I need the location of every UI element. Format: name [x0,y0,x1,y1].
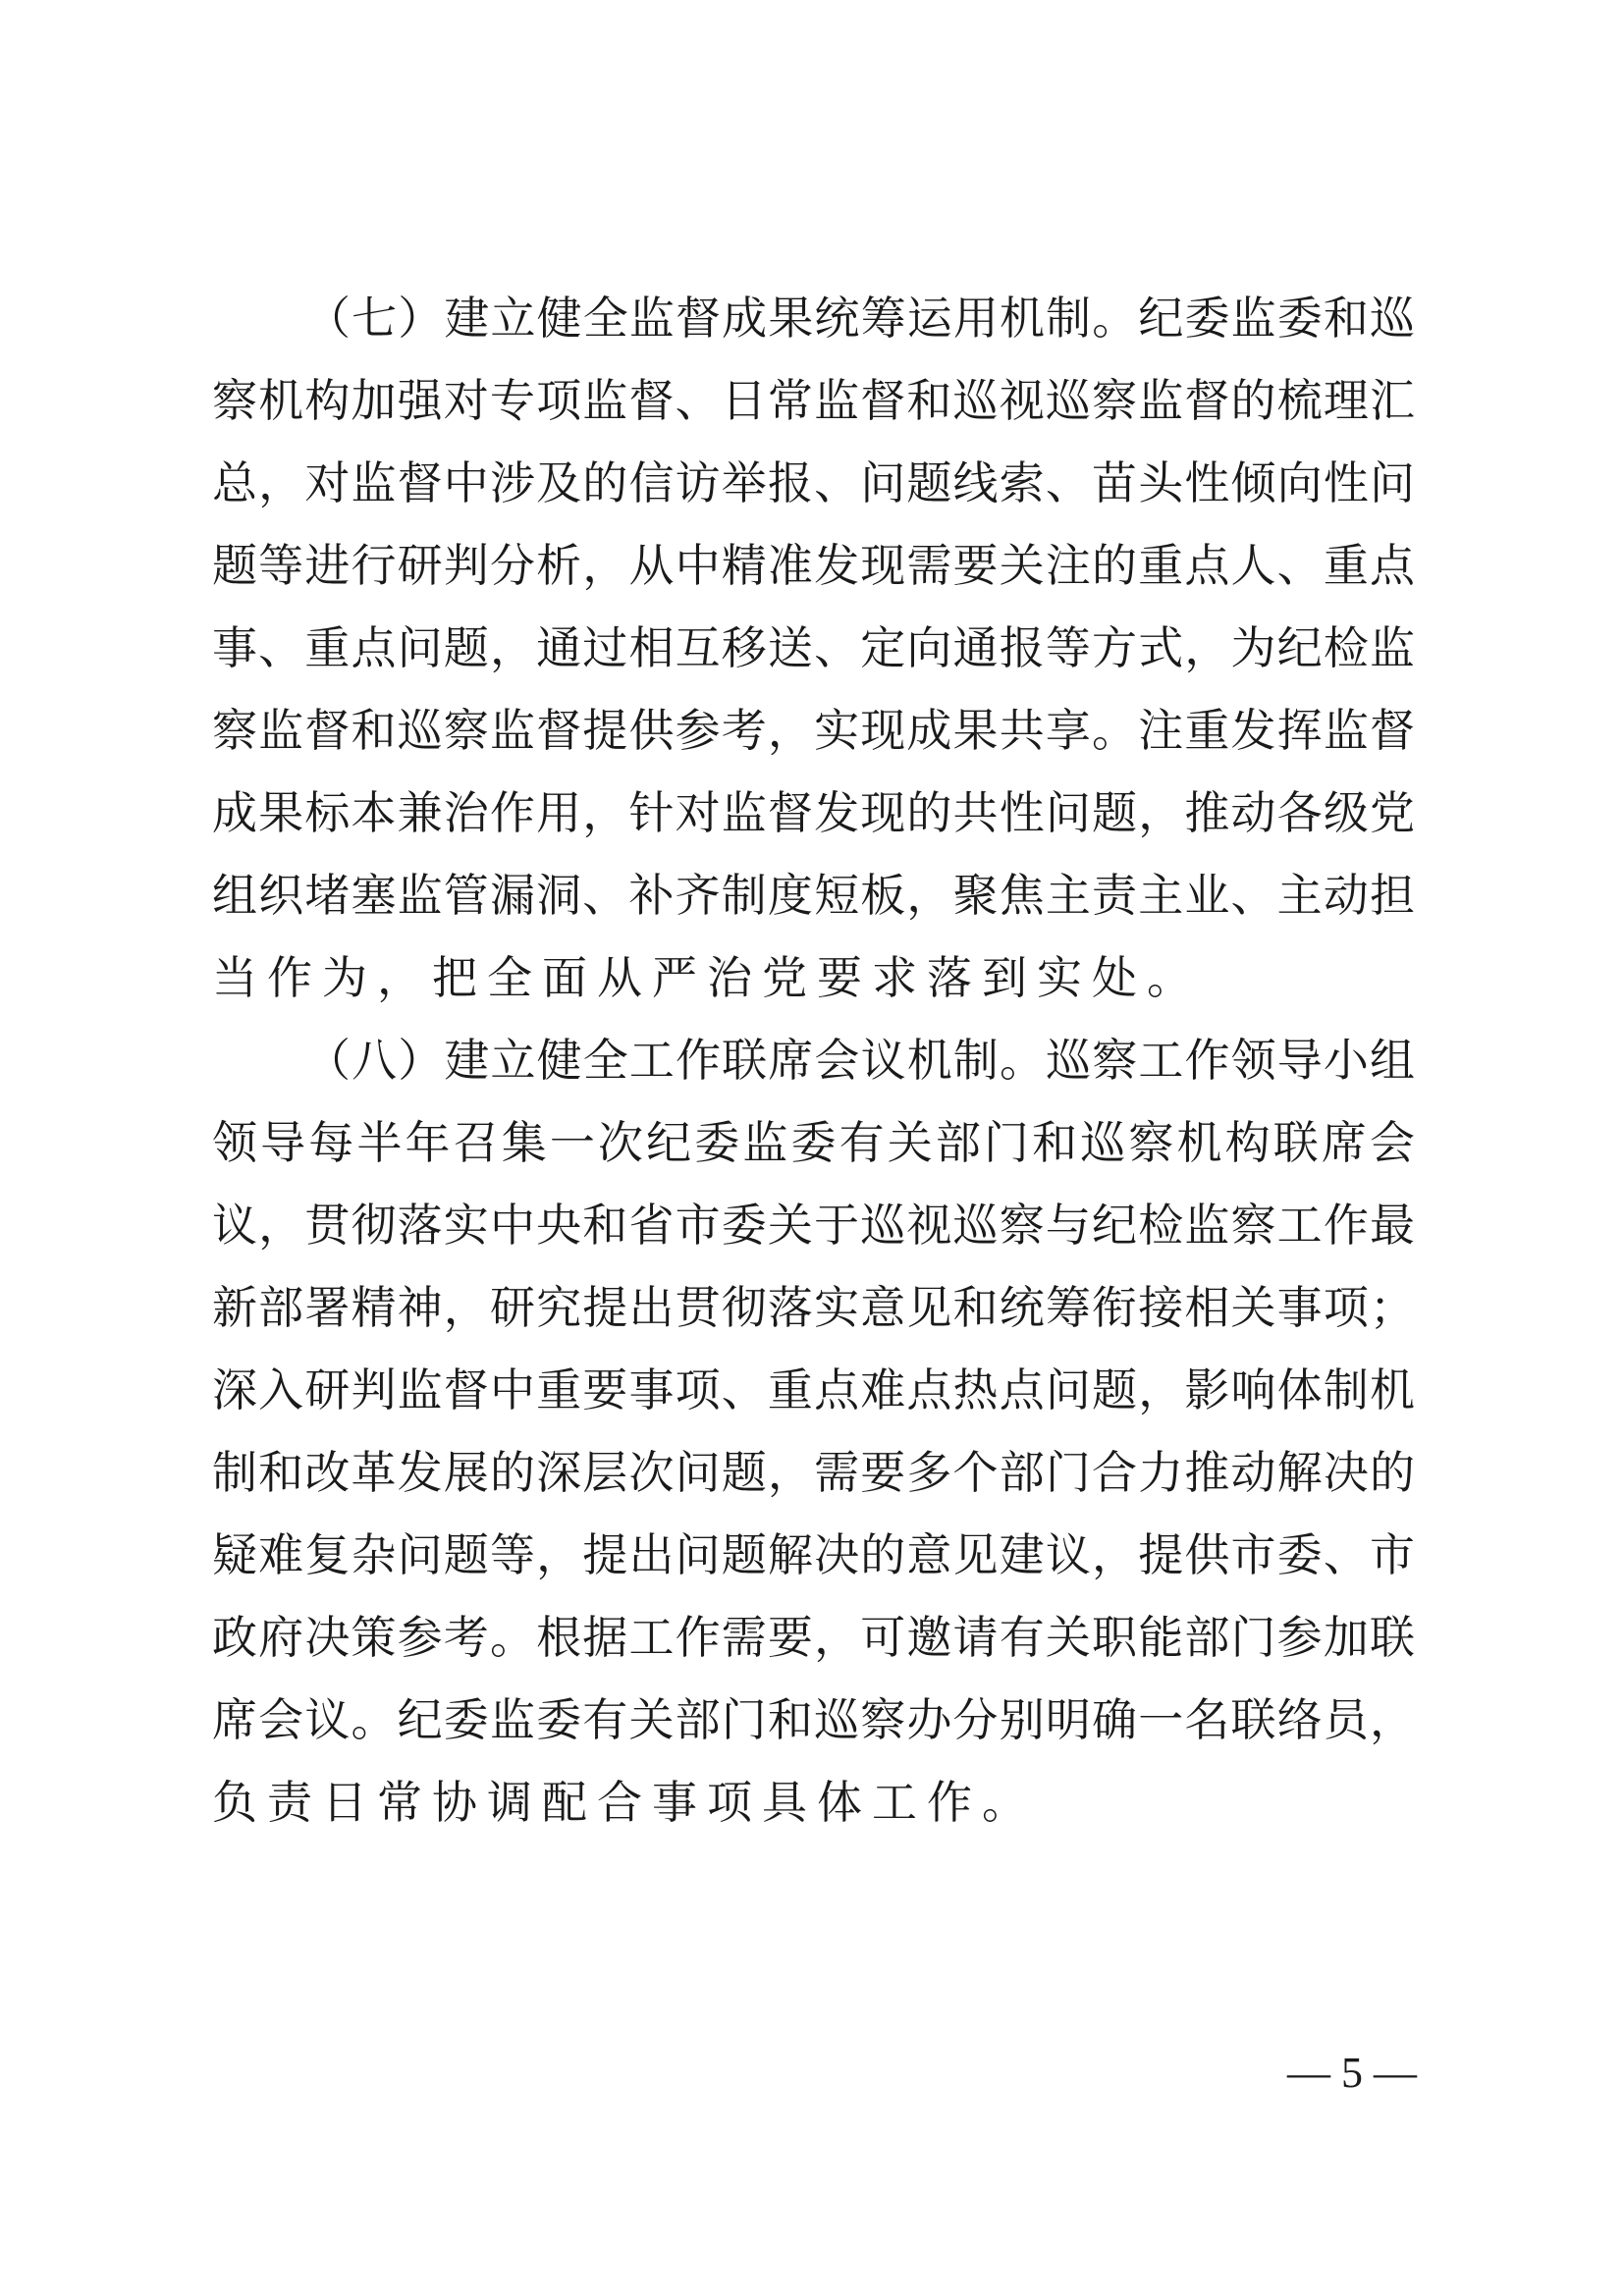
text-line: 成果标本兼治作用，针对监督发现的共性问题，推动各级党 [212,786,1415,839]
text-line: （七）建立健全监督成果统筹运用机制。纪委监委和巡 [305,292,1415,345]
text-line: 议，贯彻落实中央和省市委关于巡视巡察与纪检监察工作最 [212,1199,1415,1252]
text-line: 事、重点问题，通过相互移送、定向通报等方式，为纪检监 [212,621,1415,674]
text-line: 题等进行研判分析，从中精准发现需要关注的重点人、重点 [212,539,1415,592]
text-line: 负责日常协调配合事项具体工作。 [212,1776,1037,1829]
text-line: （八）建立健全工作联席会议机制。巡察工作领导小组 [305,1034,1415,1087]
paragraph-7 [212,277,1415,1019]
text-line: 总，对监督中涉及的信访举报、问题线索、苗头性倾向性问 [212,456,1415,509]
text-line: 政府决策参考。根据工作需要，可邀请有关职能部门参加联 [212,1611,1415,1664]
text-line: 疑难复杂问题等，提出问题解决的意见建议，提供市委、市 [212,1528,1415,1581]
text-line: 察机构加强对专项监督、日常监督和巡视巡察监督的梳理汇 [212,374,1415,427]
text-line: 当作为，把全面从严治党要求落到实处。 [212,951,1202,1004]
text-line: 领导每半年召集一次纪委监委有关部门和巡察机构联席会 [212,1116,1415,1169]
text-line: 制和改革发展的深层次问题，需要多个部门合力推动解决的 [212,1446,1415,1499]
document-body [212,277,1415,1843]
text-line: 组织堵塞监管漏洞、补齐制度短板，聚焦主责主业、主动担 [212,869,1415,922]
page-number: — 5 — [1287,2049,1417,2097]
text-line: 席会议。纪委监委有关部门和巡察办分别明确一名联络员， [212,1693,1415,1746]
text-line: 新部署精神，研究提出贯彻落实意见和统筹衔接相关事项； [212,1281,1415,1334]
text-line: 察监督和巡察监督提供参考，实现成果共享。注重发挥监督 [212,704,1415,757]
text-line: 深入研判监督中重要事项、重点难点热点问题，影响体制机 [212,1363,1415,1416]
paragraph-8 [212,1019,1415,1843]
